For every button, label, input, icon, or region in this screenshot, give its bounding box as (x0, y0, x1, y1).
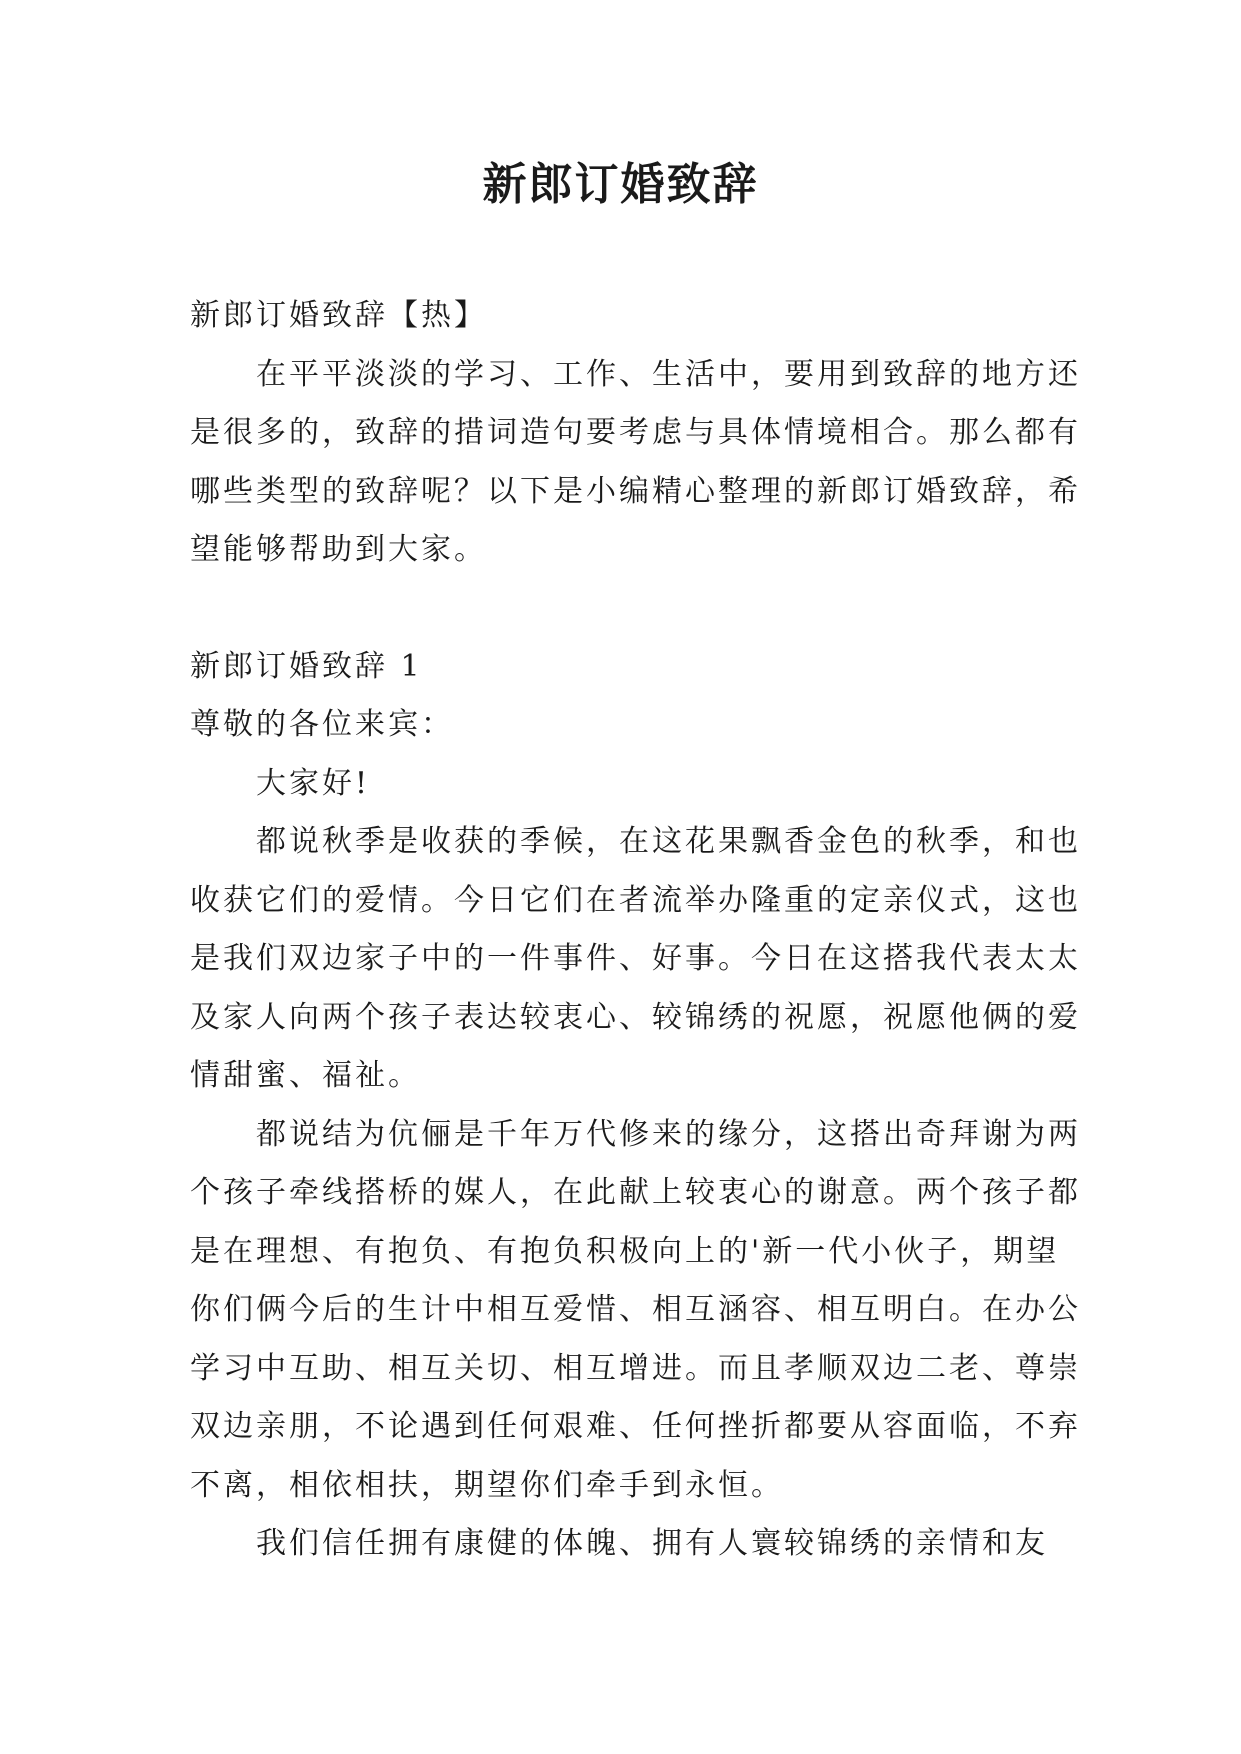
body-paragraph: 我们信任拥有康健的体魄、拥有人寰较锦绣的亲情和友 (256, 1526, 1048, 1561)
intro-paragraph: 在平平淡淡的学习、工作、生活中，要用到致辞的地方还是很多的，致辞的措词造句要考虑与具体情境相合。那么都有哪些类型的致辞呢？以下是小编精心整理的新郎订婚致辞，希望能够帮助到大家。 (190, 356, 1081, 567)
salutation: 尊敬的各位来宾： (190, 707, 454, 742)
greeting: 大家好! (256, 765, 371, 801)
body-paragraph: 都说秋季是收获的季候，在这花果飘香金色的秋季，和也收获它们的爱情。今日它们在者流举办隆重的定亲仪式，这也是我们双边家子中的一件事件、好事。今日在这搭我代表太太及家人向两个孩子表达较衷心、较锦绣的祝愿，祝愿他俩的爱情甜蜜、福祉。 (190, 824, 1081, 1093)
article-heading: 新郎订婚致辞【热】 (190, 298, 487, 333)
body-paragraph: 都说结为伉俪是千年万代修来的缘分，这搭出奇拜谢为两个孩子牵线搭桥的媒人，在此献上较衷心的谢意。两个孩子都是在理想、有抱负、有抱负积极向上的'新一代小伙子，期望你们俩今后的生计中相互爱惜、相互涵容、相互明白。在办公学习中互助、相互关切、相互增进。而且孝顺双边二老、尊崇双边亲朋，不论遇到任何艰难、任何挫折都要从容面临，不弃不离，相依相扶，期望你们牵手到永恒。 (190, 1116, 1081, 1503)
document-title: 新郎订婚致辞 (482, 159, 759, 210)
document-body (190, 287, 1090, 1574)
section-title: 新郎订婚致辞 1 (190, 648, 423, 684)
spacer (190, 580, 1090, 638)
